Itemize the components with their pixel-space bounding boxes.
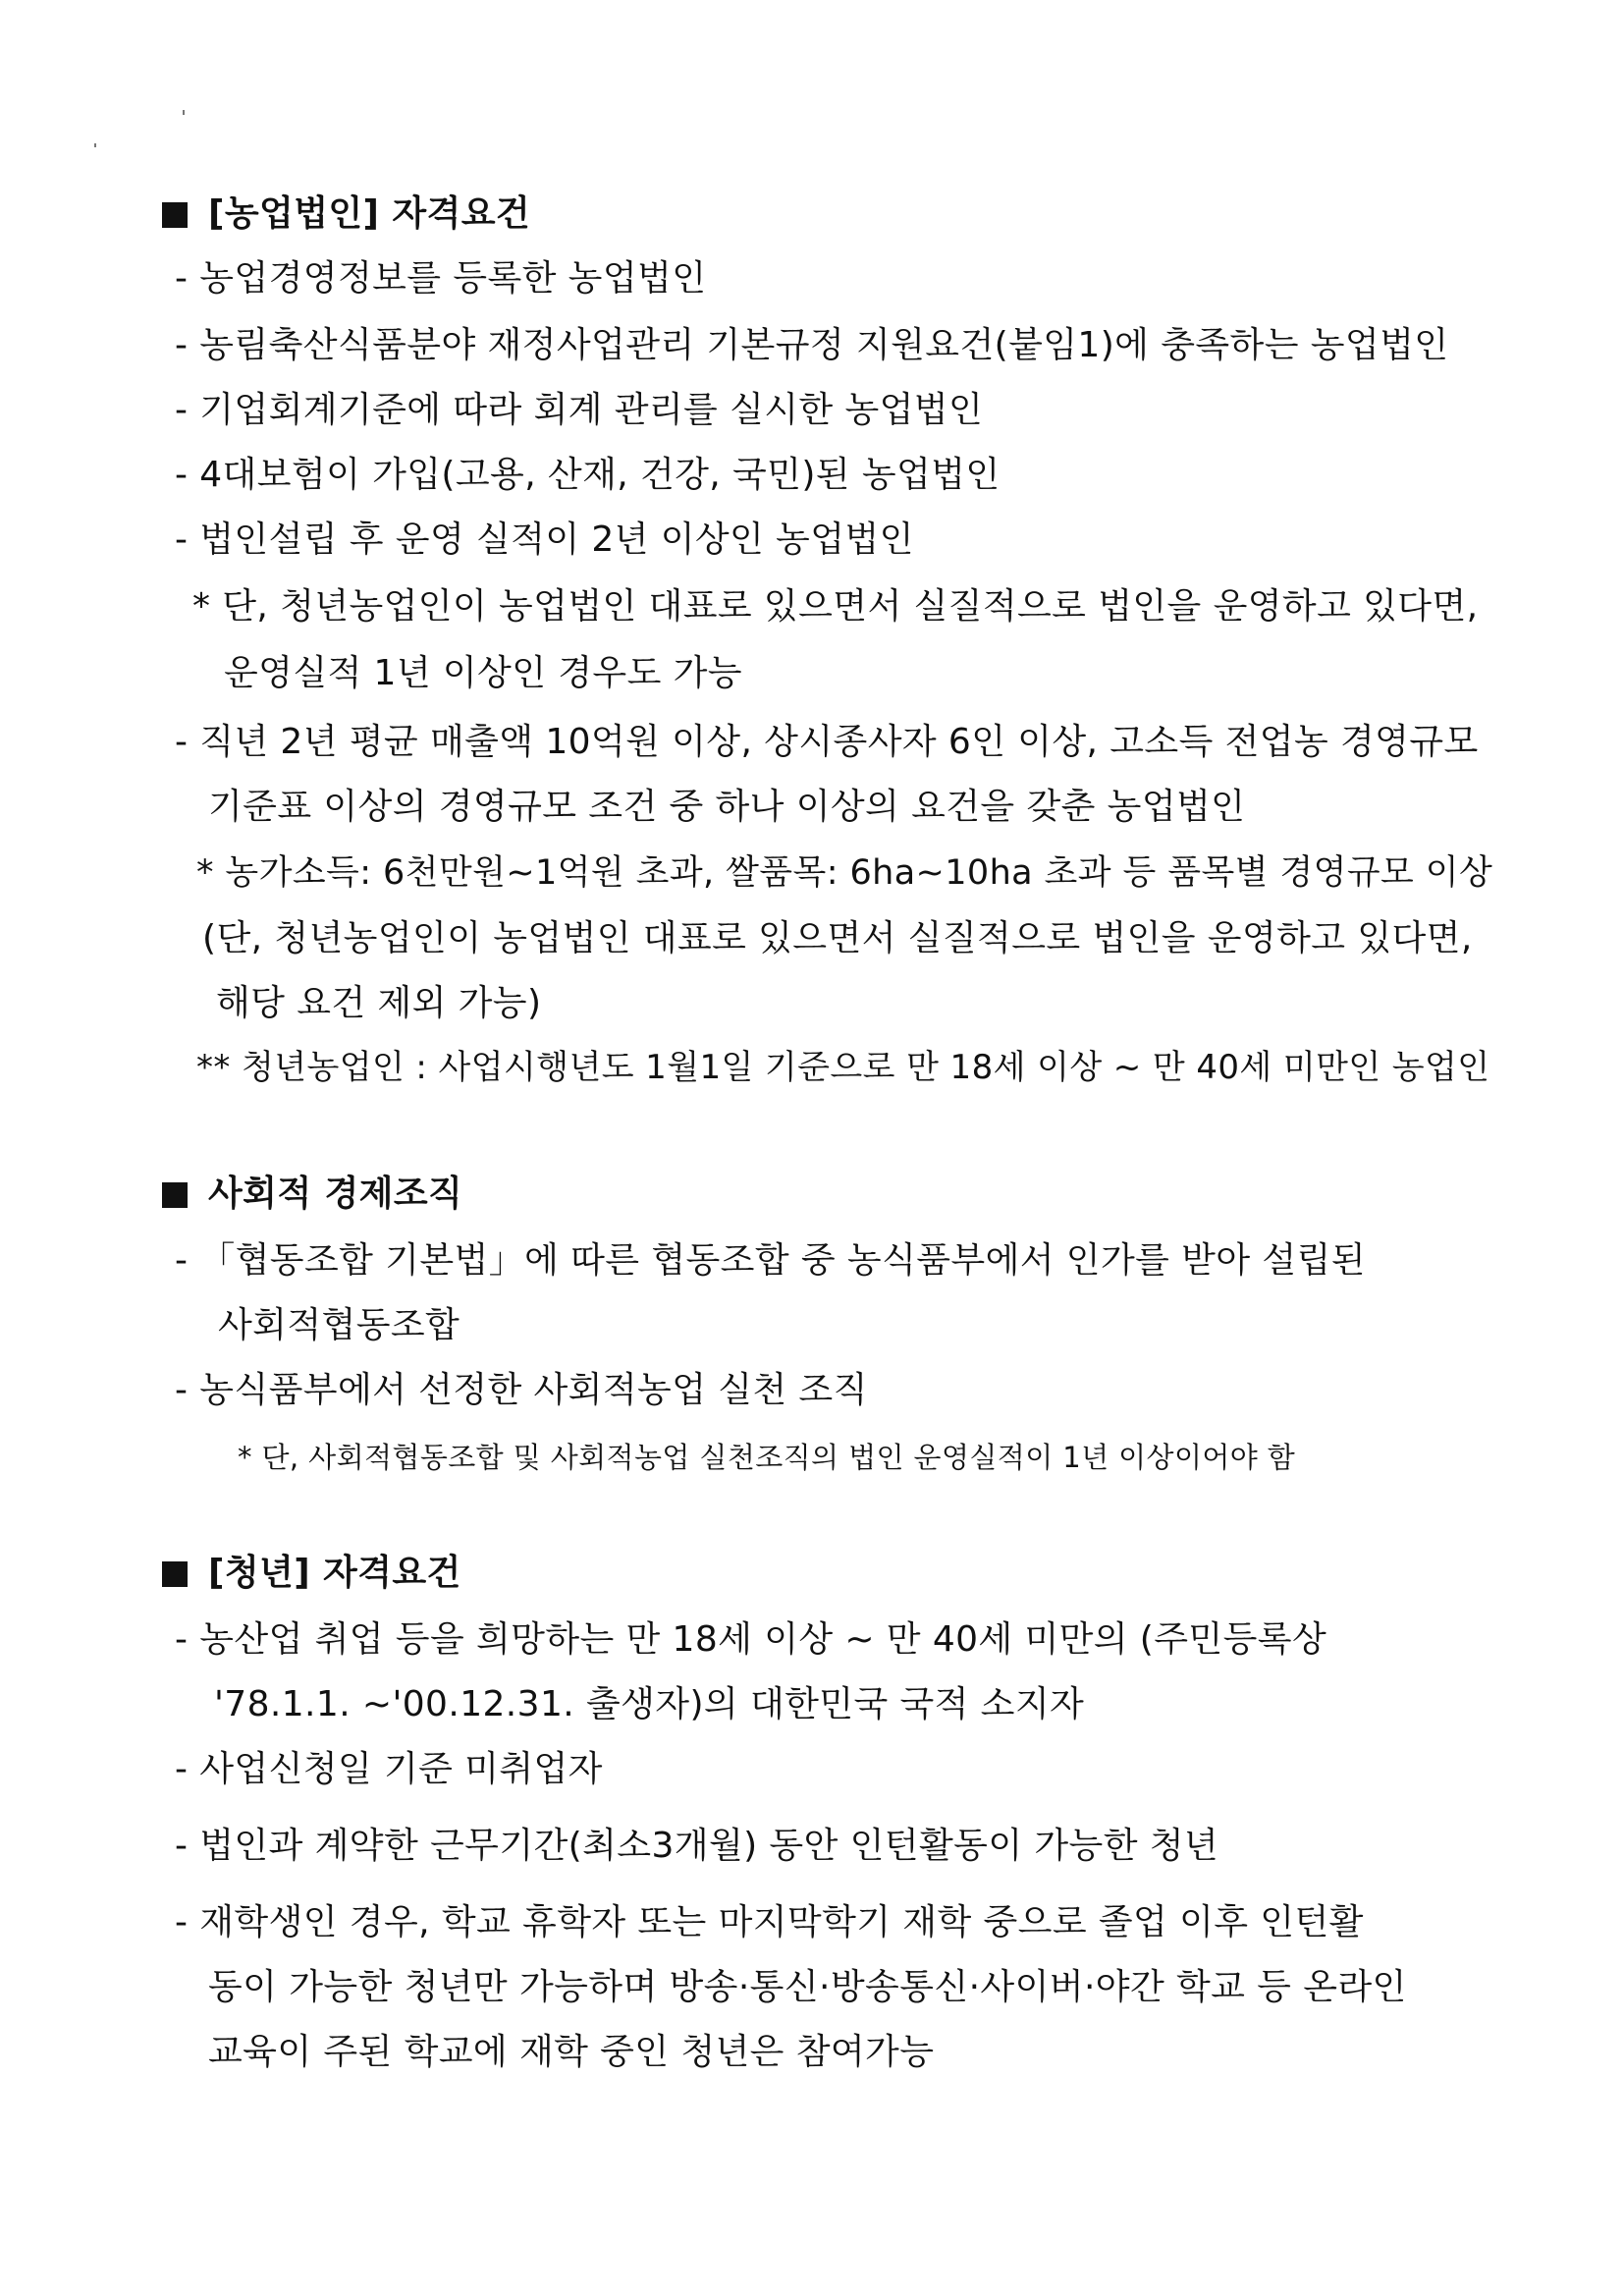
- social-economy-note: * 단, 사회적협동조합 및 사회적농업 실천조직의 법인 운영실적이 1년 이상이어야 함: [238, 1441, 1296, 1474]
- agri-corp-line: - 법인설립 후 운영 실적이 2년 이상인 농업법인: [175, 519, 914, 560]
- agri-corp-line: - 농림축산식품분야 재정사업관리 기본규정 지원요건(붙임1)에 충족하는 농업법인: [175, 325, 1449, 365]
- agri-corp-note: * 농가소득: 6천만원~1억원 초과, 쌀품목: 6ha~10ha 초과 등 품목별 경영규모 이상: [196, 853, 1493, 893]
- youth-line: - 농산업 취업 등을 희망하는 만 18세 이상 ~ 만 40세 미만의 (주민등록상: [175, 1619, 1327, 1660]
- youth-line: 교육이 주된 학교에 재학 중인 청년은 참여가능: [208, 2032, 935, 2072]
- section-bullet-square: [162, 1561, 188, 1587]
- agri-corp-line: - 기업회계기준에 따라 회계 관리를 실시한 농업법인: [175, 390, 984, 430]
- social-economy-line: - 「협동조합 기본법」에 따른 협동조합 중 농식품부에서 인가를 받아 설립된: [175, 1240, 1366, 1281]
- section-heading-social-economy: 사회적 경제조직: [208, 1174, 463, 1214]
- scan-speck: [94, 143, 96, 147]
- youth-line: - 법인과 계약한 근무기간(최소3개월) 동안 인턴활동이 가능한 청년: [175, 1826, 1219, 1866]
- youth-line: - 사업신청일 기준 미취업자: [175, 1749, 603, 1789]
- agri-corp-line: - 농업경영정보를 등록한 농업법인: [175, 258, 707, 299]
- agri-corp-note: 해당 요건 제외 가능): [216, 983, 542, 1023]
- youth-line: 동이 가능한 청년만 가능하며 방송·통신·방송통신·사이버·야간 학교 등 온라인: [208, 1967, 1407, 2007]
- agri-corp-line: - 4대보험이 가입(고용, 산재, 건강, 국민)된 농업법인: [175, 455, 1001, 495]
- scan-speck: [183, 110, 185, 115]
- social-economy-line: 사회적협동조합: [218, 1305, 460, 1345]
- youth-line: - 재학생인 경우, 학교 휴학자 또는 마지막학기 재학 중으로 졸업 이후 인턴활: [175, 1902, 1364, 1942]
- youth-line: '78.1.1. ~'00.12.31. 출생자)의 대한민국 국적 소지자: [214, 1684, 1085, 1724]
- agri-corp-note: 운영실적 1년 이상인 경우도 가능: [224, 653, 742, 693]
- agri-corp-line: - 직년 2년 평균 매출액 10억원 이상, 상시종사자 6인 이상, 고소득 전업농 경영규모: [175, 722, 1479, 762]
- section-bullet-square: [162, 1182, 188, 1208]
- agri-corp-note: * 단, 청년농업인이 농업법인 대표로 있으면서 실질적으로 법인을 운영하고 있다면,: [192, 586, 1479, 627]
- agri-corp-note: ** 청년농업인 : 사업시행년도 1월1일 기준으로 만 18세 이상 ~ 만 40세 미만인 농업인: [196, 1048, 1490, 1087]
- social-economy-line: - 농식품부에서 선정한 사회적농업 실천 조직: [175, 1370, 868, 1410]
- section-heading-agri-corp: [농업법인] 자격요건: [208, 193, 531, 234]
- agri-corp-note: (단, 청년농업인이 농업법인 대표로 있으면서 실질적으로 법인을 운영하고 있다면,: [202, 918, 1473, 958]
- agri-corp-line: 기준표 이상의 경영규모 조건 중 하나 이상의 요건을 갖춘 농업법인: [208, 787, 1246, 827]
- section-bullet-square: [162, 202, 188, 228]
- section-heading-youth: [청년] 자격요건: [208, 1553, 461, 1593]
